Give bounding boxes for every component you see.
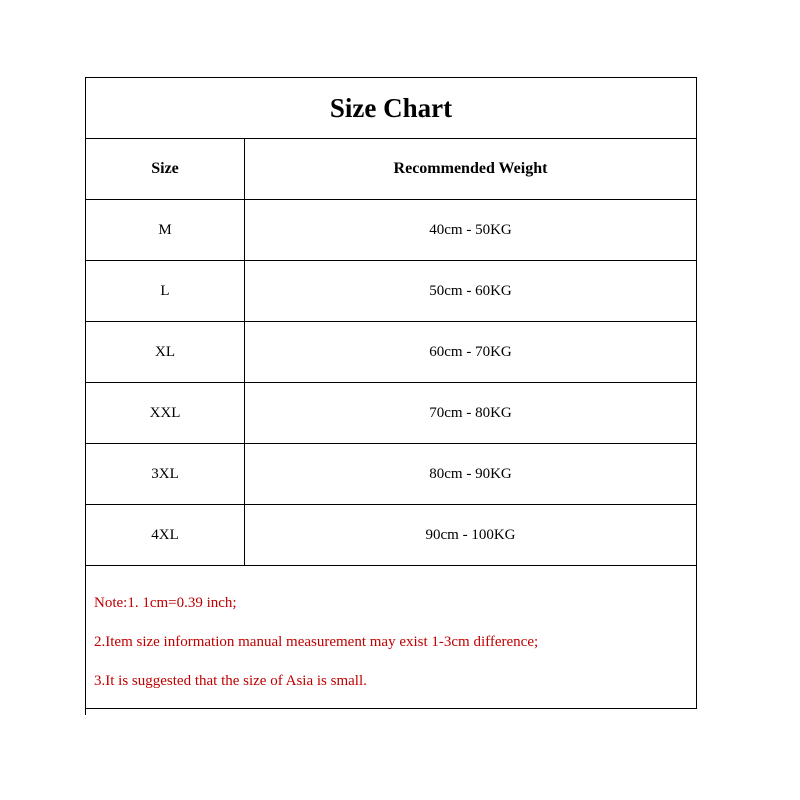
weight-cell: 80cm - 90KG [429, 465, 512, 482]
weight-cell: 40cm - 50KG [429, 221, 512, 238]
size-cell: XXL [86, 383, 245, 443]
title-row [86, 78, 696, 139]
table-row [86, 444, 696, 505]
weight-cell: 90cm - 100KG [425, 526, 516, 543]
header-size: Size [86, 139, 245, 199]
header-weight: Recommended Weight [393, 160, 548, 177]
table-row [86, 383, 696, 444]
size-grid [86, 139, 696, 566]
size-cell: 4XL [86, 505, 245, 565]
note-line-2: 2.Item size information manual measurement may exist 1-3cm difference; [94, 634, 539, 650]
weight-cell: 60cm - 70KG [429, 343, 512, 360]
size-cell: M [86, 200, 245, 260]
note-line-3: 3.It is suggested that the size of Asia is small. [94, 673, 367, 689]
note-line-1: Note:1. 1cm=0.39 inch; [94, 595, 237, 611]
size-cell: XL [86, 322, 245, 382]
table-row [86, 322, 696, 383]
table-row [86, 505, 696, 566]
table-row [86, 261, 696, 322]
chart-title: Size Chart [329, 92, 453, 123]
weight-cell: 50cm - 60KG [429, 282, 512, 299]
size-cell: L [86, 261, 245, 321]
size-chart-table [85, 77, 697, 709]
weight-cell: 70cm - 80KG [429, 404, 512, 421]
table-row [86, 200, 696, 261]
header-row [86, 139, 696, 200]
border-tick [85, 709, 86, 715]
size-cell: 3XL [86, 444, 245, 504]
